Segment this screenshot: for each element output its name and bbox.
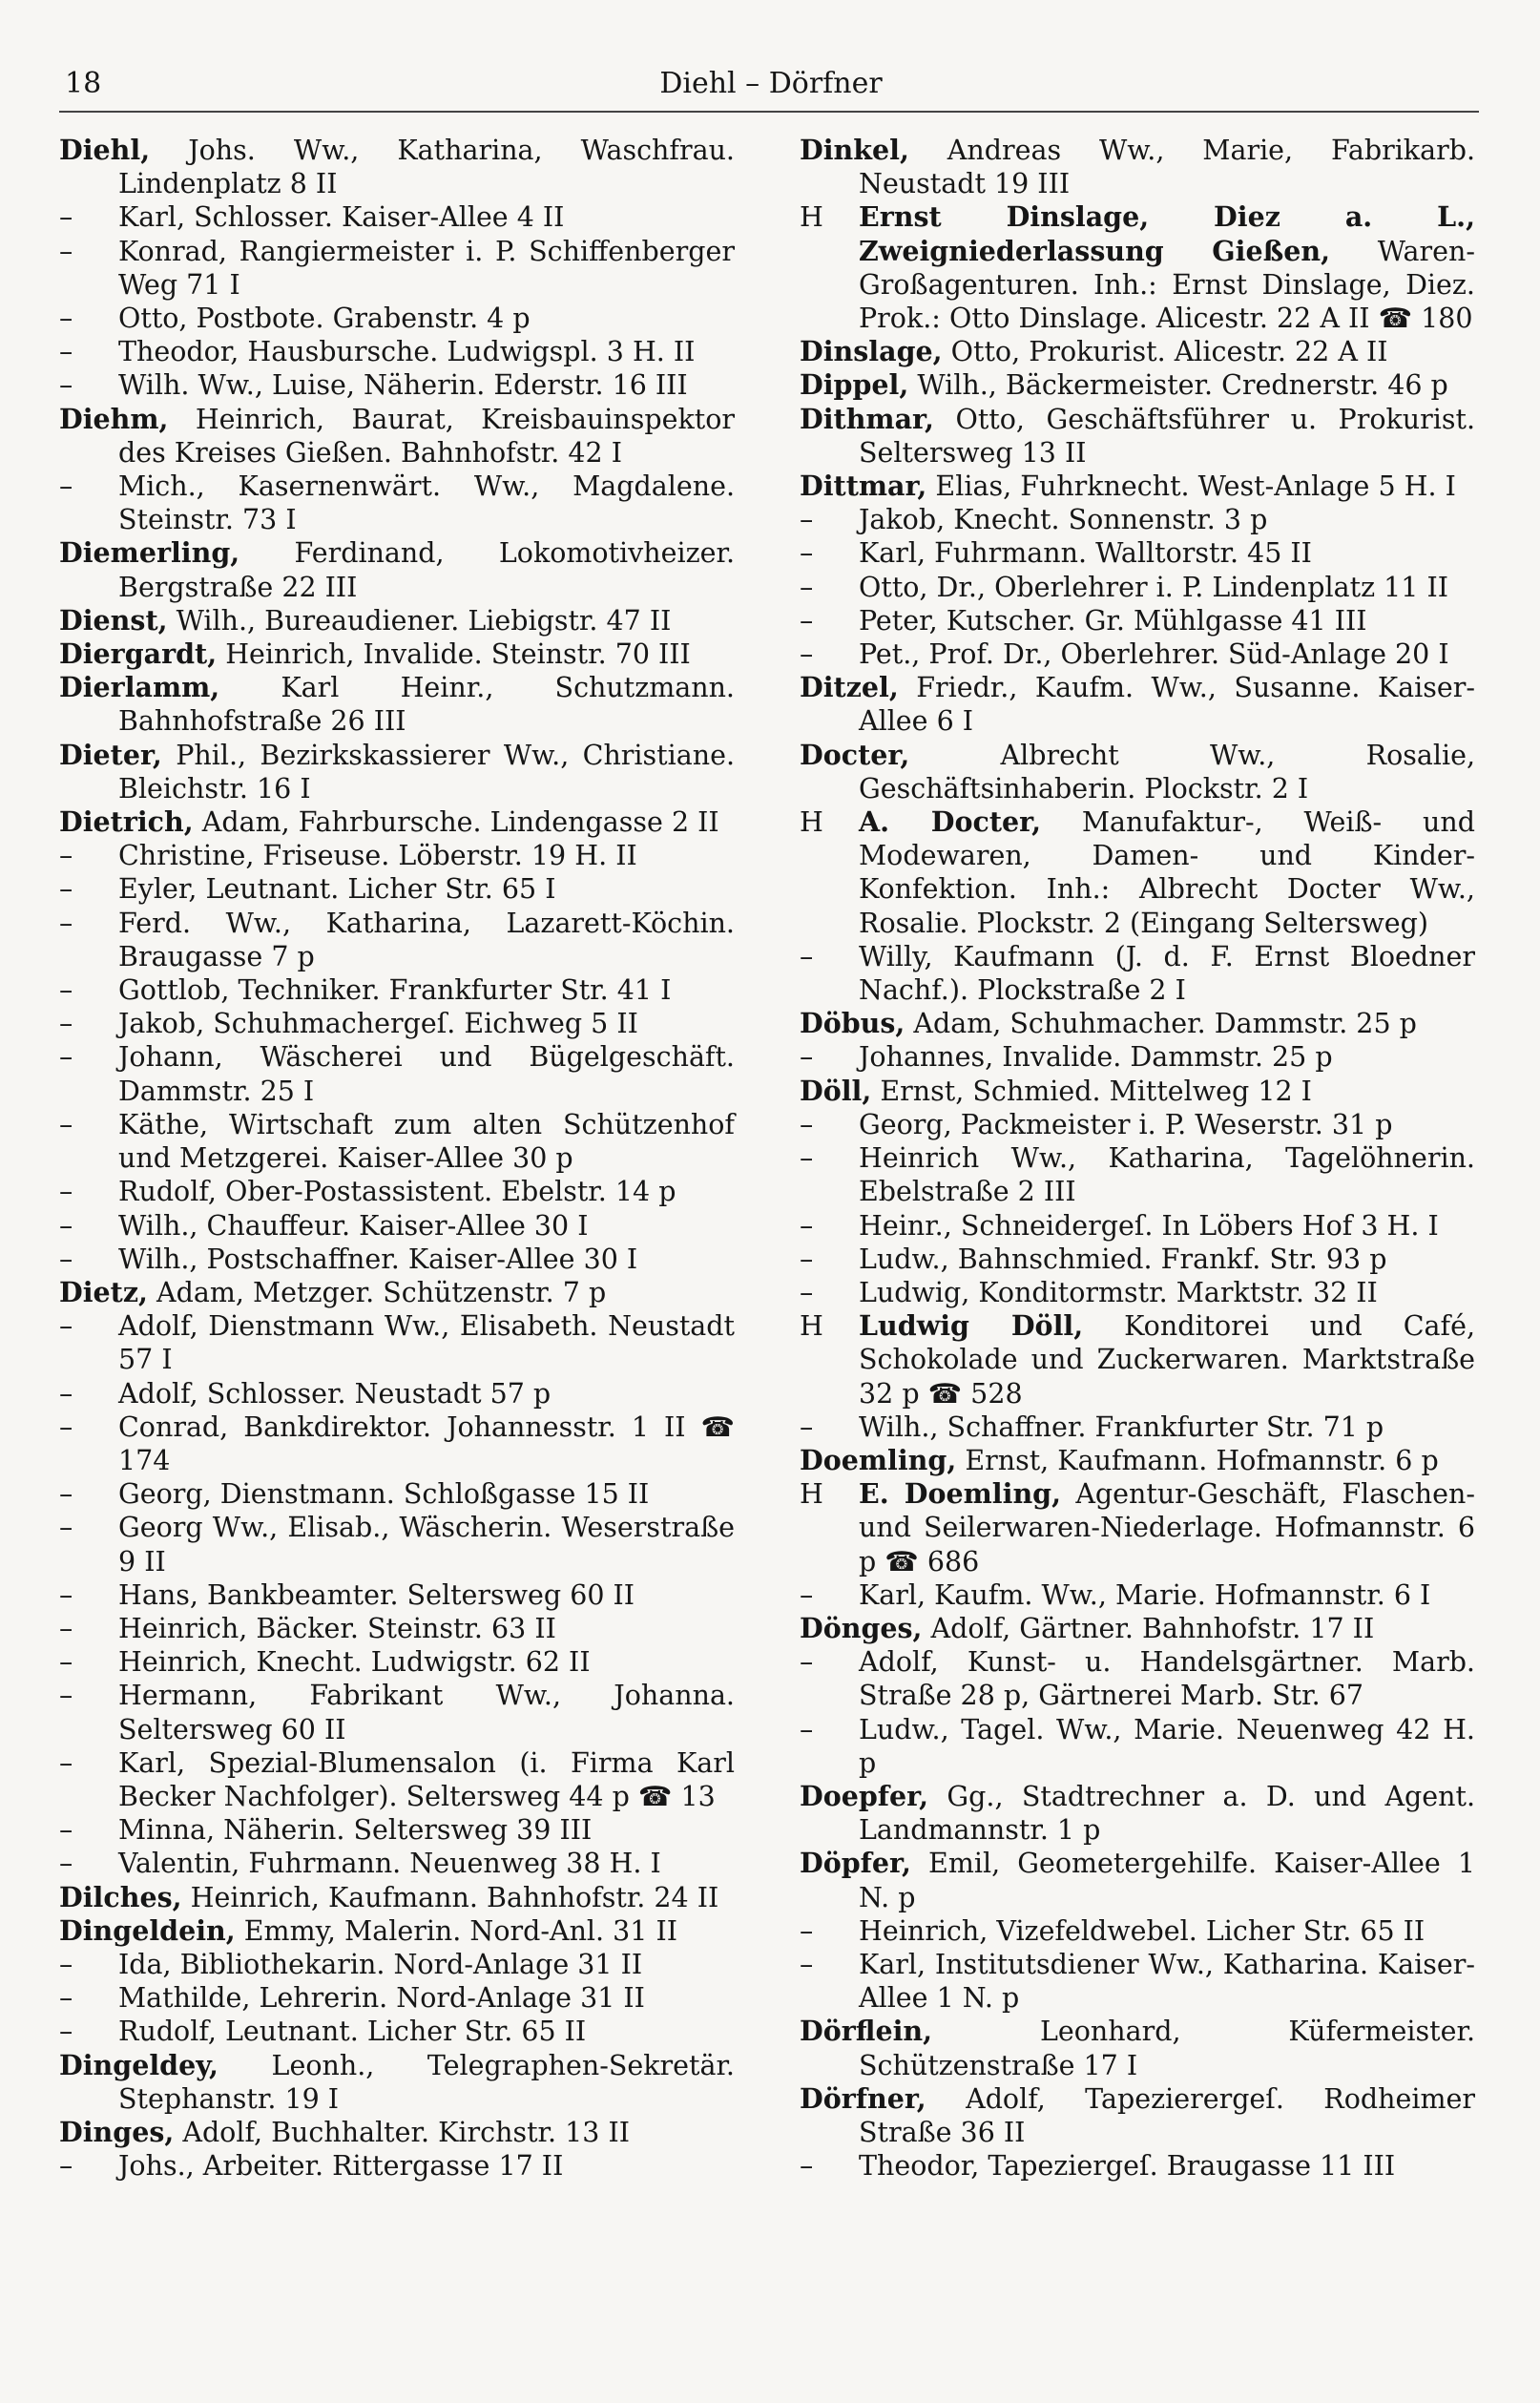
firm-entry	[800, 1477, 1475, 1578]
directory-subentry	[800, 1713, 1475, 1780]
directory-entry	[800, 1444, 1475, 1477]
directory-subentry	[800, 571, 1475, 604]
entry-text: Heinrich, Bäcker. Steinstr. 63 II	[118, 1612, 556, 1644]
directory-entry	[59, 1914, 735, 1948]
directory-subentry	[59, 1679, 735, 1745]
directory-subentry	[800, 1276, 1475, 1309]
surname: Dönges,	[800, 1611, 923, 1644]
surname: Dilches,	[59, 1880, 182, 1913]
ditto-dash: –	[59, 1176, 73, 1208]
directory-subentry	[59, 1948, 735, 1981]
directory-subentry	[800, 536, 1475, 570]
directory-subentry	[59, 973, 735, 1007]
entry-text: Waren-Großagenturen. Inh.: Ernst Dinslage, Diez. Prok.: Otto Dinslage. Alicestr. 22 A II ☎ 180	[859, 235, 1475, 335]
firm-name: E. Doemling,	[859, 1477, 1062, 1511]
header-rule	[59, 111, 1479, 113]
left-column	[59, 134, 735, 2183]
directory-subentry	[59, 200, 735, 234]
surname: Dinslage,	[800, 335, 943, 368]
directory-entry	[800, 1780, 1475, 1847]
surname: Dieter,	[59, 738, 162, 771]
entry-text: Mathilde, Lehrerin. Nord-Anlage 31 II	[118, 1982, 645, 2015]
entry-text: Johannes, Invalide. Dammstr. 25 p	[859, 1041, 1333, 1074]
entry-text: Valentin, Fuhrmann. Neuenweg 38 H. I	[118, 1848, 661, 1880]
ditto-dash: –	[59, 1478, 73, 1511]
entry-text: Agentur-Geschäft, Flaschen- und Seilerwaren-Niederlage. Hofmannstr. 6 p ☎ 686	[859, 1478, 1475, 1578]
firm-name: A. Docter,	[859, 805, 1041, 839]
ditto-dash: –	[800, 1948, 814, 1980]
entry-text: Wilh., Chauffeur. Kaiser-Allee 30 I	[118, 1209, 589, 1242]
entry-text: Wilh., Schaffner. Frankfurter Str. 71 p	[859, 1410, 1384, 1443]
directory-subentry	[59, 1847, 735, 1880]
entry-text: Johs., Arbeiter. Rittergasse 17 II	[118, 2150, 564, 2183]
entry-text: Conrad, Bankdirektor. Johannesstr. 1 II ☎ 174	[118, 1410, 735, 1476]
surname: Diergardt,	[59, 637, 218, 671]
directory-entry	[800, 1007, 1475, 1040]
directory-subentry	[59, 1981, 735, 2015]
firm-name: Ernst Dinslage, Diez a. L., Zweigniederlassung Gießen,	[859, 200, 1475, 267]
ditto-dash: –	[800, 1209, 814, 1242]
directory-subentry	[59, 368, 735, 402]
ditto-dash: –	[59, 336, 73, 368]
directory-entry	[59, 403, 735, 470]
entry-text: Käthe, Wirtschaft zum alten Schützenhof und Metzgerei. Kaiser-Allee 30 p	[118, 1108, 735, 1175]
surname: Dingeldein,	[59, 1913, 236, 1947]
surname: Dierlamm,	[59, 671, 220, 704]
directory-entry	[800, 1612, 1475, 1645]
directory-subentry	[59, 1007, 735, 1040]
directory-entry	[59, 604, 735, 637]
entry-text: Leonhard, Küfermeister. Schützenstraße 17 I	[859, 2016, 1475, 2081]
entry-text: Theodor, Tapeziergeſ. Braugasse 11 III	[859, 2150, 1396, 2183]
entry-text: Heinrich, Baurat, Kreisbauinspektor des Kreises Gießen. Bahnhofstr. 42 I	[118, 403, 735, 469]
ditto-dash: –	[59, 840, 73, 872]
ditto-dash: –	[800, 1243, 814, 1275]
surname: Döll,	[800, 1074, 872, 1107]
entry-text: Jakob, Schuhmachergeſ. Eichweg 5 II	[118, 1008, 638, 1040]
ditto-dash: –	[800, 1041, 814, 1074]
directory-subentry	[59, 1309, 735, 1376]
surname: Dienst,	[59, 603, 168, 637]
entry-text: Ernst, Kaufmann. Hofmannstr. 6 p	[965, 1444, 1439, 1476]
directory-subentry	[59, 1243, 735, 1276]
entry-text: Emmy, Malerin. Nord-Anl. 31 II	[243, 1914, 678, 1947]
entry-text: Minna, Näherin. Seltersweg 39 III	[118, 1814, 593, 1847]
entry-text: Emil, Geometergehilfe. Kaiser-Allee 1 N. p	[859, 1848, 1475, 1913]
entry-text: Wilh. Ww., Luise, Näherin. Ederstr. 16 III	[118, 369, 688, 402]
entry-text: Rudolf, Ober-Postassistent. Ebelstr. 14 p	[118, 1176, 676, 1208]
firm-mark: H	[800, 806, 823, 839]
directory-subentry	[59, 1746, 735, 1813]
directory-subentry	[59, 839, 735, 872]
entry-text: Ferdinand, Lokomotivheizer. Bergstraße 22 III	[118, 537, 735, 603]
directory-entry	[800, 739, 1475, 805]
directory-entry	[59, 134, 735, 200]
directory-subentry	[59, 335, 735, 368]
entry-text: Ludw., Bahnschmied. Frankf. Str. 93 p	[859, 1243, 1387, 1275]
entry-text: Jakob, Knecht. Sonnenstr. 3 p	[859, 504, 1268, 536]
entry-text: Karl, Schlosser. Kaiser-Allee 4 II	[118, 201, 565, 234]
entry-text: Eyler, Leutnant. Licher Str. 65 I	[118, 873, 556, 906]
firm-entry	[800, 805, 1475, 940]
entry-text: Gottlob, Techniker. Frankfurter Str. 41 I	[118, 974, 672, 1007]
ditto-dash: –	[59, 1848, 73, 1880]
ditto-dash: –	[59, 1982, 73, 2015]
ditto-dash: –	[59, 1410, 73, 1443]
entry-text: Heinrich Ww., Katharina, Tagelöhnerin. Ebelstraße 2 III	[859, 1142, 1475, 1208]
entry-text: Ludwig, Konditormstr. Marktstr. 32 II	[859, 1276, 1378, 1308]
directory-entry	[59, 739, 735, 805]
directory-entry	[59, 2116, 735, 2149]
surname: Diemerling,	[59, 536, 240, 570]
directory-entry	[59, 536, 735, 603]
surname: Dinkel,	[800, 134, 909, 166]
ditto-dash: –	[59, 1008, 73, 1040]
entry-text: Ernst, Schmied. Mittelweg 12 I	[880, 1075, 1312, 1107]
ditto-dash: –	[59, 235, 73, 267]
ditto-dash: –	[59, 1680, 73, 1712]
ditto-dash: –	[59, 1578, 73, 1611]
entry-text: Manufaktur-, Weiß- und Modewaren, Damen- und Kinder-Konfektion. Inh.: Albrecht Docter Ww., Rosalie. Plockstr. 2 (Eingang Seltersweg)	[859, 806, 1475, 939]
directory-subentry	[59, 1477, 735, 1511]
directory-subentry	[800, 1578, 1475, 1612]
surname: Diehm,	[59, 402, 169, 435]
entry-text: Heinrich, Kaufmann. Bahnhofstr. 24 II	[190, 1881, 719, 1913]
entry-text: Adolf, Gärtner. Bahnhofstr. 17 II	[930, 1612, 1375, 1644]
ditto-dash: –	[59, 1612, 73, 1644]
entry-text: Adolf, Kunst- u. Handelsgärtner. Marb. Straße 28 p, Gärtnerei Marb. Str. 67	[859, 1646, 1475, 1712]
directory-subentry	[59, 1813, 735, 1847]
ditto-dash: –	[59, 369, 73, 402]
ditto-dash: –	[800, 1142, 814, 1175]
directory-entry	[800, 403, 1475, 470]
surname: Dietz,	[59, 1275, 148, 1308]
running-head: Diehl – Dörfner	[659, 67, 883, 100]
ditto-dash: –	[59, 1746, 73, 1779]
surname: Dingeldey,	[59, 2048, 219, 2081]
directory-subentry	[59, 1175, 735, 1208]
entry-text: Heinrich, Invalide. Steinstr. 70 III	[225, 638, 691, 671]
ditto-dash: –	[59, 2150, 73, 2183]
ditto-dash: –	[59, 2016, 73, 2048]
ditto-dash: –	[59, 470, 73, 503]
directory-entry	[800, 1075, 1475, 1108]
ditto-dash: –	[800, 2150, 814, 2183]
surname: Dithmar,	[800, 402, 934, 435]
entry-text: Karl, Kaufm. Ww., Marie. Hofmannstr. 6 I	[859, 1578, 1431, 1611]
entry-text: Christine, Friseuse. Löberstr. 19 H. II	[118, 840, 637, 872]
entry-text: Konditorei und Café, Schokolade und Zuckerwaren. Marktstraße 32 p ☎ 528	[859, 1310, 1475, 1410]
entry-text: Ferd. Ww., Katharina, Lazarett-Köchin. Braugasse 7 p	[118, 907, 735, 972]
entry-text: Elias, Fuhrknecht. West-Anlage 5 H. I	[935, 470, 1456, 503]
entry-text: Georg, Dienstmann. Schloßgasse 15 II	[118, 1478, 650, 1511]
directory-subentry	[59, 907, 735, 973]
directory-subentry	[800, 2149, 1475, 2183]
ditto-dash: –	[800, 571, 814, 603]
directory-subentry	[800, 1243, 1475, 1276]
ditto-dash: –	[59, 1310, 73, 1343]
directory-subentry	[59, 1645, 735, 1679]
entry-text: Adam, Metzger. Schützenstr. 7 p	[156, 1276, 607, 1308]
firm-mark: H	[800, 1310, 823, 1343]
surname: Dietrich,	[59, 805, 194, 839]
directory-subentry	[800, 1209, 1475, 1243]
directory-subentry	[59, 1108, 735, 1175]
directory-subentry	[800, 1948, 1475, 2015]
entry-text: Adolf, Buchhalter. Kirchstr. 13 II	[182, 2116, 630, 2148]
entry-text: Pet., Prof. Dr., Oberlehrer. Süd-Anlage 20 I	[859, 638, 1449, 671]
directory-entry	[800, 335, 1475, 368]
directory-entry	[59, 637, 735, 671]
entry-text: Willy, Kaufmann (J. d. F. Ernst Bloedner Nachf.). Plockstraße 2 I	[859, 940, 1475, 1007]
ditto-dash: –	[59, 974, 73, 1007]
entry-text: Hans, Bankbeamter. Seltersweg 60 II	[118, 1578, 635, 1611]
ditto-dash: –	[800, 1646, 814, 1679]
surname: Doepfer,	[800, 1779, 929, 1812]
surname: Dippel,	[800, 368, 909, 402]
ditto-dash: –	[59, 1646, 73, 1679]
directory-subentry	[800, 1141, 1475, 1208]
surname: Dinges,	[59, 2115, 175, 2148]
directory-subentry	[800, 1108, 1475, 1141]
page-number: 18	[65, 67, 102, 100]
ditto-dash: –	[800, 1410, 814, 1443]
ditto-dash: –	[59, 303, 73, 335]
surname: Diehl,	[59, 134, 151, 166]
directory-subentry	[59, 2015, 735, 2048]
entry-text: Theodor, Hausbursche. Ludwigspl. 3 H. II	[118, 336, 696, 368]
directory-subentry	[800, 637, 1475, 671]
entry-text: Wilh., Bäckermeister. Crednerstr. 46 p	[917, 369, 1448, 402]
entry-text: Mich., Kasernenwärt. Ww., Magdalene. Steinstr. 73 I	[118, 470, 735, 536]
entry-text: Andreas Ww., Marie, Fabrikarb. Neustadt 19 III	[859, 135, 1475, 200]
firm-mark: H	[800, 1478, 823, 1511]
directory-subentry	[800, 1914, 1475, 1948]
surname: Doemling,	[800, 1443, 957, 1476]
entry-text: Ida, Bibliothekarin. Nord-Anlage 31 II	[118, 1948, 643, 1980]
directory-entry	[800, 368, 1475, 402]
directory-entry	[59, 805, 735, 839]
entry-text: Otto, Geschäftsführer u. Prokurist. Seltersweg 13 II	[859, 403, 1476, 469]
entry-text: Johann, Wäscherei und Bügelgeschäft. Dammstr. 25 I	[118, 1041, 735, 1107]
directory-subentry	[800, 503, 1475, 536]
ditto-dash: –	[800, 1108, 814, 1140]
entry-text: Peter, Kutscher. Gr. Mühlgasse 41 III	[859, 604, 1367, 637]
directory-entry	[800, 1847, 1475, 1913]
directory-subentry	[800, 604, 1475, 637]
firm-mark: H	[800, 201, 823, 234]
ditto-dash: –	[59, 1108, 73, 1140]
entry-text: Adolf, Dienstmann Ww., Elisabeth. Neustadt 57 I	[118, 1310, 735, 1376]
directory-entry	[800, 671, 1475, 738]
directory-subentry	[59, 1209, 735, 1243]
entry-text: Otto, Prokurist. Alicestr. 22 A II	[950, 336, 1388, 368]
ditto-dash: –	[800, 604, 814, 637]
entry-text: Adolf, Schlosser. Neustadt 57 p	[118, 1377, 551, 1410]
ditto-dash: –	[59, 1243, 73, 1275]
directory-subentry	[59, 235, 735, 302]
ditto-dash: –	[59, 201, 73, 234]
entry-text: Otto, Postbote. Grabenstr. 4 p	[118, 303, 531, 335]
ditto-dash: –	[800, 537, 814, 570]
surname: Dörflein,	[800, 2015, 933, 2048]
directory-subentry	[59, 470, 735, 536]
ditto-dash: –	[800, 1578, 814, 1611]
surname: Döpfer,	[800, 1847, 911, 1880]
ditto-dash: –	[800, 1713, 814, 1745]
entry-text: Otto, Dr., Oberlehrer i. P. Lindenplatz 11 II	[859, 571, 1449, 603]
entry-text: Wilh., Postschaffner. Kaiser-Allee 30 I	[118, 1243, 638, 1275]
ditto-dash: –	[800, 638, 814, 671]
entry-text: Friedr., Kaufm. Ww., Susanne. Kaiser-Allee 6 I	[859, 672, 1475, 738]
directory-subentry	[800, 1410, 1475, 1444]
ditto-dash: –	[800, 504, 814, 536]
entry-text: Rudolf, Leutnant. Licher Str. 65 II	[118, 2016, 587, 2048]
ditto-dash: –	[59, 1209, 73, 1242]
directory-subentry	[59, 1511, 735, 1578]
ditto-dash: –	[800, 940, 814, 972]
directory-subentry	[800, 1645, 1475, 1712]
firm-entry	[800, 1309, 1475, 1410]
entry-text: Adolf, Tapezierergeſ. Rodheimer Straße 36 II	[859, 2082, 1476, 2148]
entry-text: Heinr., Schneidergeſ. In Löbers Hof 3 H. I	[859, 1209, 1439, 1242]
entry-text: Wilh., Bureaudiener. Liebigstr. 47 II	[176, 604, 672, 637]
entry-text: Georg Ww., Elisab., Wäscherin. Weserstraße 9 II	[118, 1512, 735, 1578]
entry-text: Karl, Spezial-Blumensalon (i. Firma Karl Becker Nachfolger). Seltersweg 44 p ☎ 13	[118, 1746, 735, 1812]
entry-text: Heinrich, Vizefeldwebel. Licher Str. 65 II	[859, 1914, 1426, 1947]
entry-text: Georg, Packmeister i. P. Weserstr. 31 p	[859, 1108, 1393, 1140]
ditto-dash: –	[59, 1814, 73, 1847]
directory-subentry	[59, 1612, 735, 1645]
ditto-dash: –	[59, 873, 73, 906]
firm-name: Ludwig Döll,	[859, 1309, 1084, 1343]
directory-subentry	[59, 2149, 735, 2183]
ditto-dash: –	[800, 1276, 814, 1308]
surname: Docter,	[800, 738, 910, 771]
directory-subentry	[59, 1040, 735, 1107]
ditto-dash: –	[59, 907, 73, 939]
entry-text: Karl, Fuhrmann. Walltorstr. 45 II	[859, 537, 1312, 570]
right-column	[800, 134, 1475, 2183]
directory-subentry	[59, 872, 735, 906]
entry-text: Ludw., Tagel. Ww., Marie. Neuenweg 42 H. p	[859, 1713, 1475, 1779]
directory-entry	[800, 470, 1475, 503]
directory-entry	[800, 134, 1475, 200]
directory-entry	[800, 2082, 1475, 2149]
entry-text: Konrad, Rangiermeister i. P. Schiffenberger Weg 71 I	[118, 235, 735, 301]
entry-text: Phil., Bezirkskassierer Ww., Christiane. Bleichstr. 16 I	[118, 739, 735, 804]
ditto-dash: –	[59, 1948, 73, 1980]
surname: Ditzel,	[800, 671, 899, 704]
directory-subentry	[59, 302, 735, 335]
directory-entry	[800, 2015, 1475, 2081]
directory-subentry	[800, 1040, 1475, 1074]
entry-text: Karl, Institutsdiener Ww., Katharina. Kaiser-Allee 1 N. p	[859, 1948, 1475, 2015]
firm-entry	[800, 200, 1475, 335]
surname: Dörfner,	[800, 2081, 926, 2115]
ditto-dash: –	[800, 1914, 814, 1947]
directory-entry	[59, 1881, 735, 1914]
directory-entry	[59, 2049, 735, 2116]
surname: Dittmar,	[800, 470, 927, 503]
entry-text: Adam, Fahrbursche. Lindengasse 2 II	[201, 806, 719, 839]
entry-text: Johs. Ww., Katharina, Waschfrau. Lindenplatz 8 II	[118, 135, 735, 200]
directory-entry	[59, 1276, 735, 1309]
surname: Döbus,	[800, 1007, 905, 1040]
ditto-dash: –	[59, 1377, 73, 1410]
directory-subentry	[59, 1410, 735, 1477]
entry-text: Gg., Stadtrechner a. D. und Agent. Landmannstr. 1 p	[859, 1780, 1475, 1847]
page-header	[65, 59, 1477, 116]
directory-subentry	[800, 940, 1475, 1007]
ditto-dash: –	[59, 1512, 73, 1544]
entry-text: Albrecht Ww., Rosalie, Geschäftsinhaberin. Plockstr. 2 I	[859, 739, 1475, 804]
directory-subentry	[59, 1377, 735, 1410]
ditto-dash: –	[59, 1041, 73, 1074]
directory-entry	[59, 671, 735, 738]
entry-text: Karl Heinr., Schutzmann. Bahnhofstraße 26 III	[118, 672, 735, 738]
directory-subentry	[59, 1578, 735, 1612]
entry-text: Heinrich, Knecht. Ludwigstr. 62 II	[118, 1646, 591, 1679]
entry-text: Adam, Schuhmacher. Dammstr. 25 p	[913, 1008, 1417, 1040]
entry-text: Hermann, Fabrikant Ww., Johanna. Seltersweg 60 II	[118, 1680, 735, 1745]
entry-text: Leonh., Telegraphen-Sekretär. Stephanstr. 19 I	[118, 2049, 735, 2115]
